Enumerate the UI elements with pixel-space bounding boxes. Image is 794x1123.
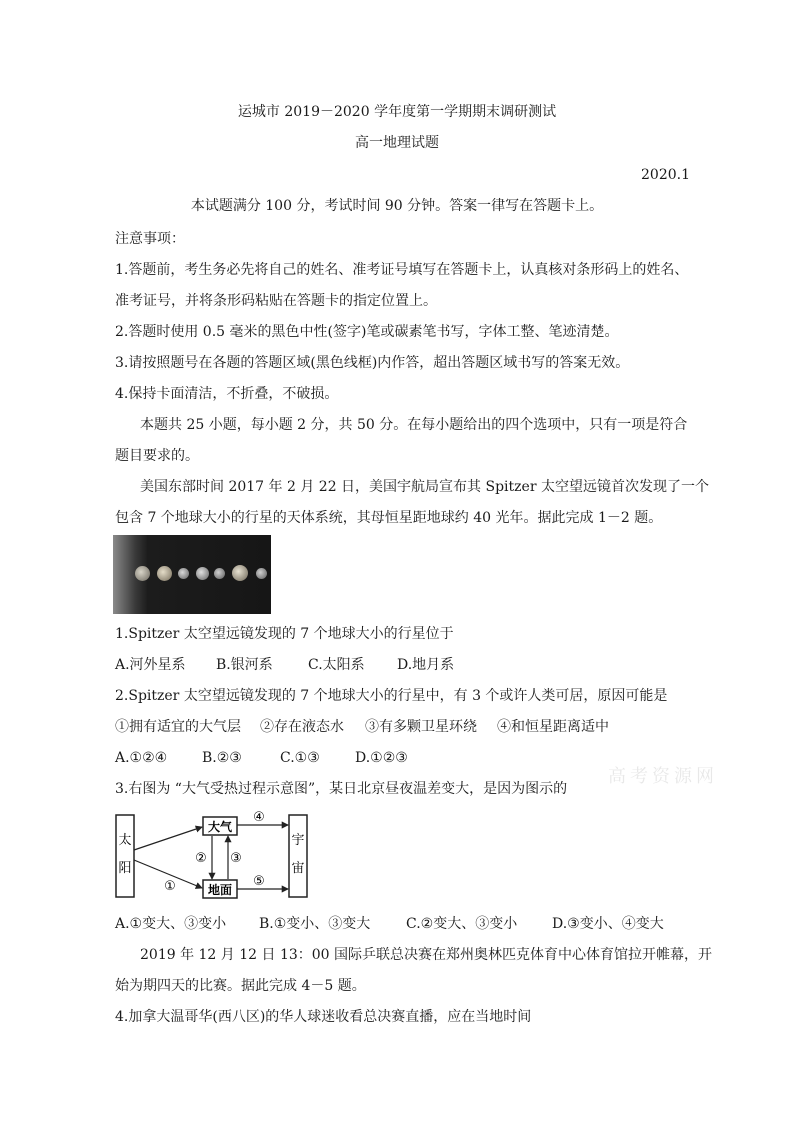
space-label-1: 宇	[291, 833, 305, 848]
sun-label-1: 太	[118, 833, 132, 848]
q2-option-b: B.②③	[202, 750, 242, 766]
passage1-b: 包含 7 个地球大小的行星的天体系统，其母恒星距地球约 40 光年。据此完成 1－2 题。	[115, 510, 663, 526]
planet-7	[256, 568, 267, 579]
note-2: 2.答题时使用 0.5 毫米的黑色中性(签字)笔或碳素笔书写，字体工整、笔迹清楚。	[115, 324, 619, 340]
q2-option-c: C.①③	[280, 750, 320, 766]
note-1b: 准考证号，并将条形码粘贴在答题卡的指定位置上。	[115, 293, 437, 309]
watermark: 高考资源网	[608, 766, 718, 787]
notes-heading: 注意事项：	[115, 231, 185, 247]
q1-option-d: D.地月系	[397, 657, 455, 673]
q3-option-d: D.③变小、④变大	[552, 916, 664, 932]
exam-date: 2020.1	[641, 167, 690, 183]
q2-statement-3: ③有多颗卫星环绕	[365, 719, 477, 735]
passage2-b: 始为期四天的比赛。据此完成 4－5 题。	[115, 978, 366, 994]
exam-intro: 本试题满分 100 分，考试时间 90 分钟。答案一律写在答题卡上。	[190, 198, 604, 214]
exam-title: 运城市 2019－2020 学年度第一学期期末调研测试	[237, 104, 557, 120]
atmosphere-heating-diagram	[115, 810, 315, 902]
q2-stem: 2.Spitzer 太空望远镜发现的 7 个地球大小的行星中，有 3 个或许人类可居，原因可能是	[115, 688, 668, 704]
q3-option-b: B.①变小、③变大	[259, 916, 371, 932]
q2-statement-4: ④和恒星距离适中	[497, 719, 609, 735]
q2-option-d: D.①②③	[355, 750, 408, 766]
q2-statement-1: ①拥有适宜的大气层	[115, 719, 241, 735]
marker-1: ①	[164, 879, 176, 894]
atmosphere-label: 大气	[207, 820, 233, 834]
sun-label-2: 阳	[118, 861, 132, 876]
note-1a: 1.答题前，考生务必先将自己的姓名、准考证号填写在答题卡上，认真核对条形码上的姓名、	[115, 262, 689, 278]
space-label-2: 宙	[291, 861, 305, 876]
exam-subtitle: 高一地理试题	[355, 135, 439, 151]
marker-5: ⑤	[253, 874, 265, 889]
planets-photo	[113, 535, 271, 614]
q4-stem: 4.加拿大温哥华(西八区)的华人球迷收看总决赛直播，应在当地时间	[115, 1009, 532, 1025]
planet-4	[196, 567, 209, 580]
note-4: 4.保持卡面清洁，不折叠，不破损。	[115, 386, 339, 402]
space-box	[289, 815, 307, 897]
q2-statement-2: ②存在液态水	[260, 719, 344, 735]
q1-option-c: C.太阳系	[308, 657, 365, 673]
planet-1	[135, 566, 150, 581]
marker-4: ④	[253, 810, 265, 825]
planet-6	[232, 565, 248, 581]
q2-option-a: A.①②④	[115, 750, 168, 766]
q3-option-c: C.②变大、③变小	[406, 916, 518, 932]
section-desc-b: 题目要求的。	[115, 448, 199, 464]
q3-option-a: A.①变大、③变小	[115, 916, 227, 932]
passage2-a: 2019 年 12 月 12 日 13：00 国际乒联总决赛在郑州奥林匹克体育中心体育馆拉开帷幕，开	[140, 947, 713, 963]
planet-2	[157, 566, 172, 581]
planet-5	[214, 568, 225, 579]
q1-option-a: A.河外星系	[115, 657, 186, 673]
q3-stem: 3.右图为 “大气受热过程示意图”，某日北京昼夜温差变大，是因为图示的	[115, 781, 568, 797]
q1-stem: 1.Spitzer 太空望远镜发现的 7 个地球大小的行星位于	[115, 626, 454, 642]
marker-3: ③	[230, 851, 242, 866]
section-desc-a: 本题共 25 小题，每小题 2 分，共 50 分。在每小题给出的四个选项中，只有一项是符合	[140, 417, 688, 433]
passage1-a: 美国东部时间 2017 年 2 月 22 日，美国宇航局宣布其 Spitzer 太空望远镜首次发现了一个	[140, 479, 709, 495]
planet-3	[178, 568, 189, 579]
ground-label: 地面	[207, 883, 233, 897]
note-3: 3.请按照题号在各题的答题区域(黑色线框)内作答，超出答题区域书写的答案无效。	[115, 355, 630, 371]
sun-box	[116, 815, 134, 897]
q1-option-b: B.银河系	[216, 657, 273, 673]
marker-2: ②	[195, 851, 207, 866]
arrow-sun-atmosphere	[134, 827, 202, 850]
